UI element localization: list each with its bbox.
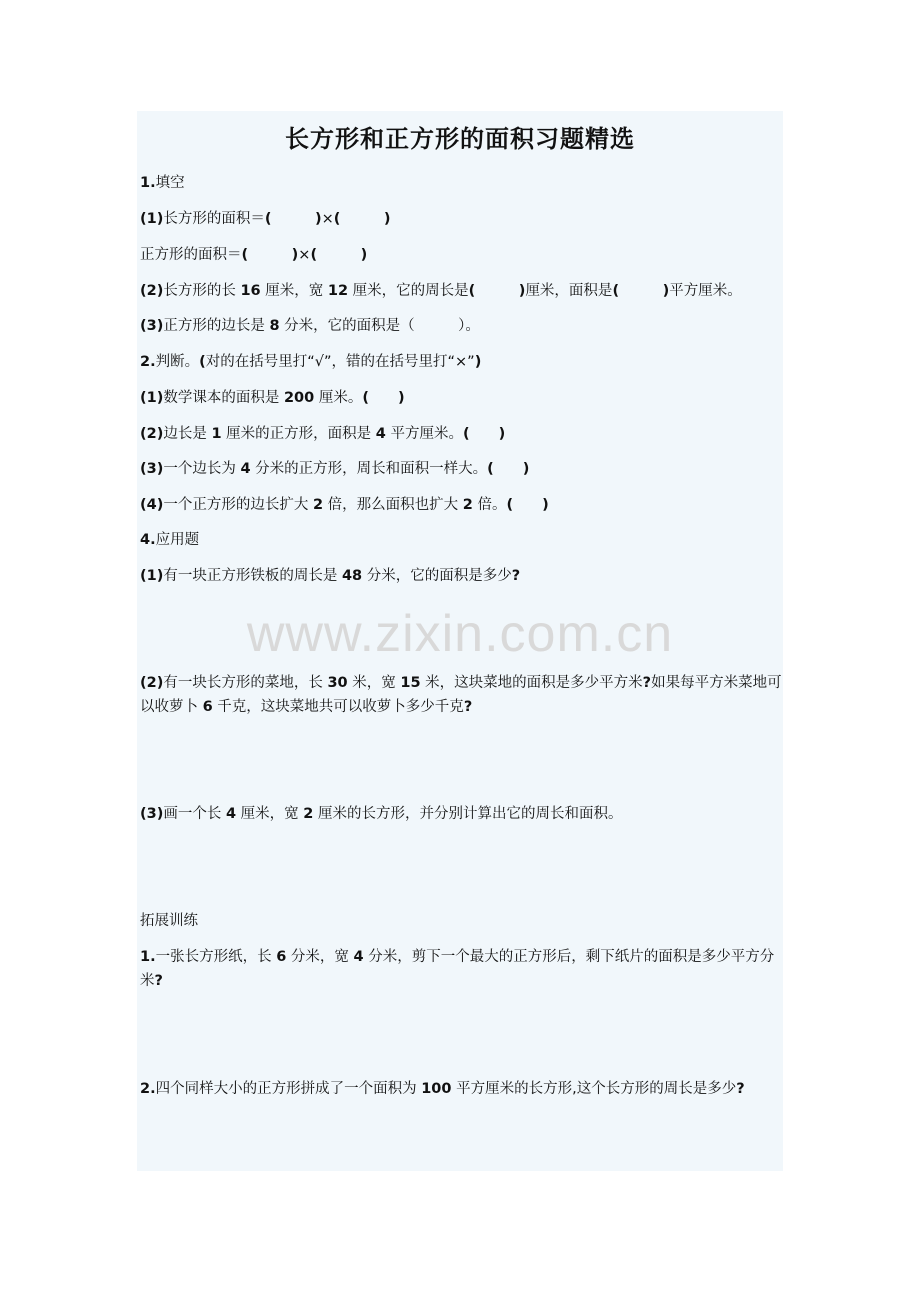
- fill-q1-square: 正方形的面积＝( )×( ): [140, 247, 368, 263]
- fill-q3: (3)正方形的边长是 8 分米，它的面积是（ ）。: [140, 318, 480, 334]
- apply-heading: 4.应用题: [140, 532, 200, 548]
- fill-q2: (2)长方形的长 16 厘米，宽 12 厘米，它的周长是( )厘米，面积是( )平方厘米。: [140, 283, 742, 299]
- extend-heading: 拓展训练: [140, 913, 198, 929]
- apply-q3: (3)画一个长 4 厘米，宽 2 厘米的长方形，并分别计算出它的周长和面积。: [140, 806, 623, 822]
- judge-heading: 2.判断。(对的在括号里打“√”，错的在括号里打“×”): [140, 354, 482, 370]
- judge-q3: (3)一个边长为 4 分米的正方形，周长和面积一样大。( ): [140, 461, 530, 477]
- extend-q1: 1.一张长方形纸，长 6 分米，宽 4 分米，剪下一个最大的正方形后，剩下纸片的面积是多少平方分米?: [140, 949, 775, 989]
- apply-q2: (2)有一块长方形的菜地，长 30 米，宽 15 米，这块菜地的面积是多少平方米?如果每平方米菜地可以收萝卜 6 千克，这块菜地共可以收萝卜多少千克?: [140, 675, 782, 715]
- extend-q2: 2.四个同样大小的正方形拼成了一个面积为 100 平方厘米的长方形,这个长方形的周长是多少?: [140, 1081, 745, 1097]
- watermark: www.zixin.com.cn: [246, 605, 674, 663]
- fill-q1-rectangle: (1)长方形的面积＝( )×( ): [140, 211, 391, 227]
- judge-q2: (2)边长是 1 厘米的正方形，面积是 4 平方厘米。( ): [140, 426, 506, 442]
- fill-heading: 1.填空: [140, 175, 185, 191]
- judge-q4: (4)一个正方形的边长扩大 2 倍，那么面积也扩大 2 倍。( ): [140, 497, 549, 513]
- judge-q1: (1)数学课本的面积是 200 厘米。( ): [140, 390, 405, 406]
- page-title: 长方形和正方形的面积习题精选: [285, 124, 635, 153]
- apply-q1: (1)有一块正方形铁板的周长是 48 分米，它的面积是多少?: [140, 568, 521, 584]
